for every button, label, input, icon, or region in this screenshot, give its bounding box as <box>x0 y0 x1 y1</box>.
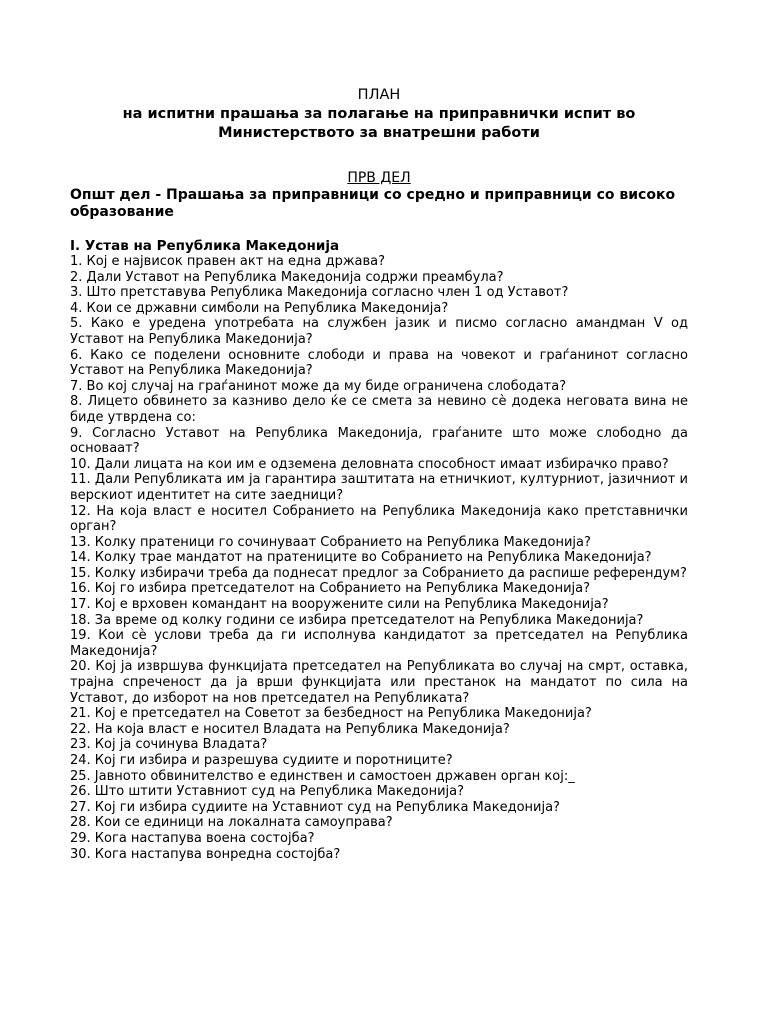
question-item: 24. Кој ги избира и разрешува судиите и поротниците? <box>70 753 453 768</box>
question-item: 27. Кој ги избира судиите на Уставниот суд на Република Македонија? <box>70 799 560 815</box>
document-title-block <box>70 86 688 143</box>
question-item: 8. Лицето обвинето за казниво дело ќе се смета за невино сè додека неговата вина не биде утврдена со: <box>70 394 688 425</box>
question-item: 17. Кој е врховен командант на вооружените сили на Република Македонија? <box>70 597 609 613</box>
question-item: 3. Што претставува Република Македонија согласно член 1 од Уставот? <box>70 285 569 301</box>
part-subtitle: Општ дел - Прашања за приправници со средно и приправници со високо образование <box>70 187 676 220</box>
question-item: 14. Колку трае мандатот на пратениците во Собранието на Република Македонија? <box>70 550 652 566</box>
question-item: 25. Јавното обвинителство е единствен и самостоен државен орган кој:_ <box>70 768 575 784</box>
question-item: 1. Кој е највисок правен акт на една држава? <box>70 254 386 269</box>
question-item: 19. Кои сè услови треба да ги исполнува кандидатот за претседател на Република Македонија? <box>70 628 688 659</box>
question-item: 4. Кои се државни симболи на Република Македонија? <box>70 300 449 316</box>
question-item: 22. На која власт е носител Владата на Република Македонија? <box>70 721 510 737</box>
question-item: 23. Кој ја сочинува Владата? <box>70 737 268 753</box>
question-item: 6. Како се поделени основните слободи и права на човекот и граѓанинот согласно Уставот на Република Македонија? <box>70 347 688 379</box>
question-item: 28. Кои се единици на локалната самоуправа? <box>70 815 393 831</box>
question-item: 15. Колку избирачи треба да поднесат предлог за Собранието да распише референдум? <box>70 565 687 581</box>
document-subtitle-line-2: Министерството за внатрешни работи <box>218 125 540 141</box>
question-item: 5. Како е уредена употребата на службен јазик и писмо согласно амандман V од Уставот на Република Македонија? <box>70 316 688 347</box>
question-list <box>70 254 688 862</box>
section-title: I. Устав на Република Македонија <box>70 238 340 254</box>
question-item: 7. Во кој случај на граѓанинот може да му биде ограничена слободата? <box>70 378 567 394</box>
question-item: 30. Кога настапува вонредна состојба? <box>70 846 341 862</box>
question-item: 10. Дали лицата на кои им е одземена деловната способност имаат избирачко право? <box>70 456 669 472</box>
question-item: 16. Кој го избира претседателот на Собранието на Република Македонија? <box>70 581 591 597</box>
question-item: 20. Кој ја извршува функцијата претседател на Републиката во случај на смрт, оставка, трајна спреченост да ја врши функцијата или престанок на мандатот по сила на Уставот, до изборот на нов претседател на Републиката? <box>70 659 688 706</box>
document-page <box>70 86 688 862</box>
question-item: 29. Кога настапува воена состојба? <box>70 830 315 846</box>
question-item: 26. Што штити Уставниот суд на Република Македонија? <box>70 784 465 800</box>
part-title: ПРВ ДЕЛ <box>347 170 411 186</box>
question-item: 18. За време од колку години се избира претседателот на Република Македонија? <box>70 612 644 628</box>
question-item: 12. На која власт е носител Собранието на Република Македонија како претставнички орган? <box>70 503 688 535</box>
document-subtitle-line-1: на испитни прашања за полагање на приправнички испит во <box>122 106 636 122</box>
question-item: 21. Кој е претседател на Советот за безбедност на Република Македонија? <box>70 706 592 722</box>
document-title: ПЛАН <box>357 87 401 103</box>
question-item: 9. Согласно Уставот на Република Македонија, граѓаните што може слободно да основаат? <box>70 425 688 457</box>
question-item: 2. Дали Уставот на Република Македонија содржи преамбула? <box>70 269 504 285</box>
question-item: 11. Дали Републиката им ја гарантира заштитата на етничкиот, културниот, јазичниот и верскиот идентитет на сите заедници? <box>70 472 688 503</box>
question-item: 13. Колку пратеници го сочинуваат Собранието на Република Македонија? <box>70 534 591 550</box>
